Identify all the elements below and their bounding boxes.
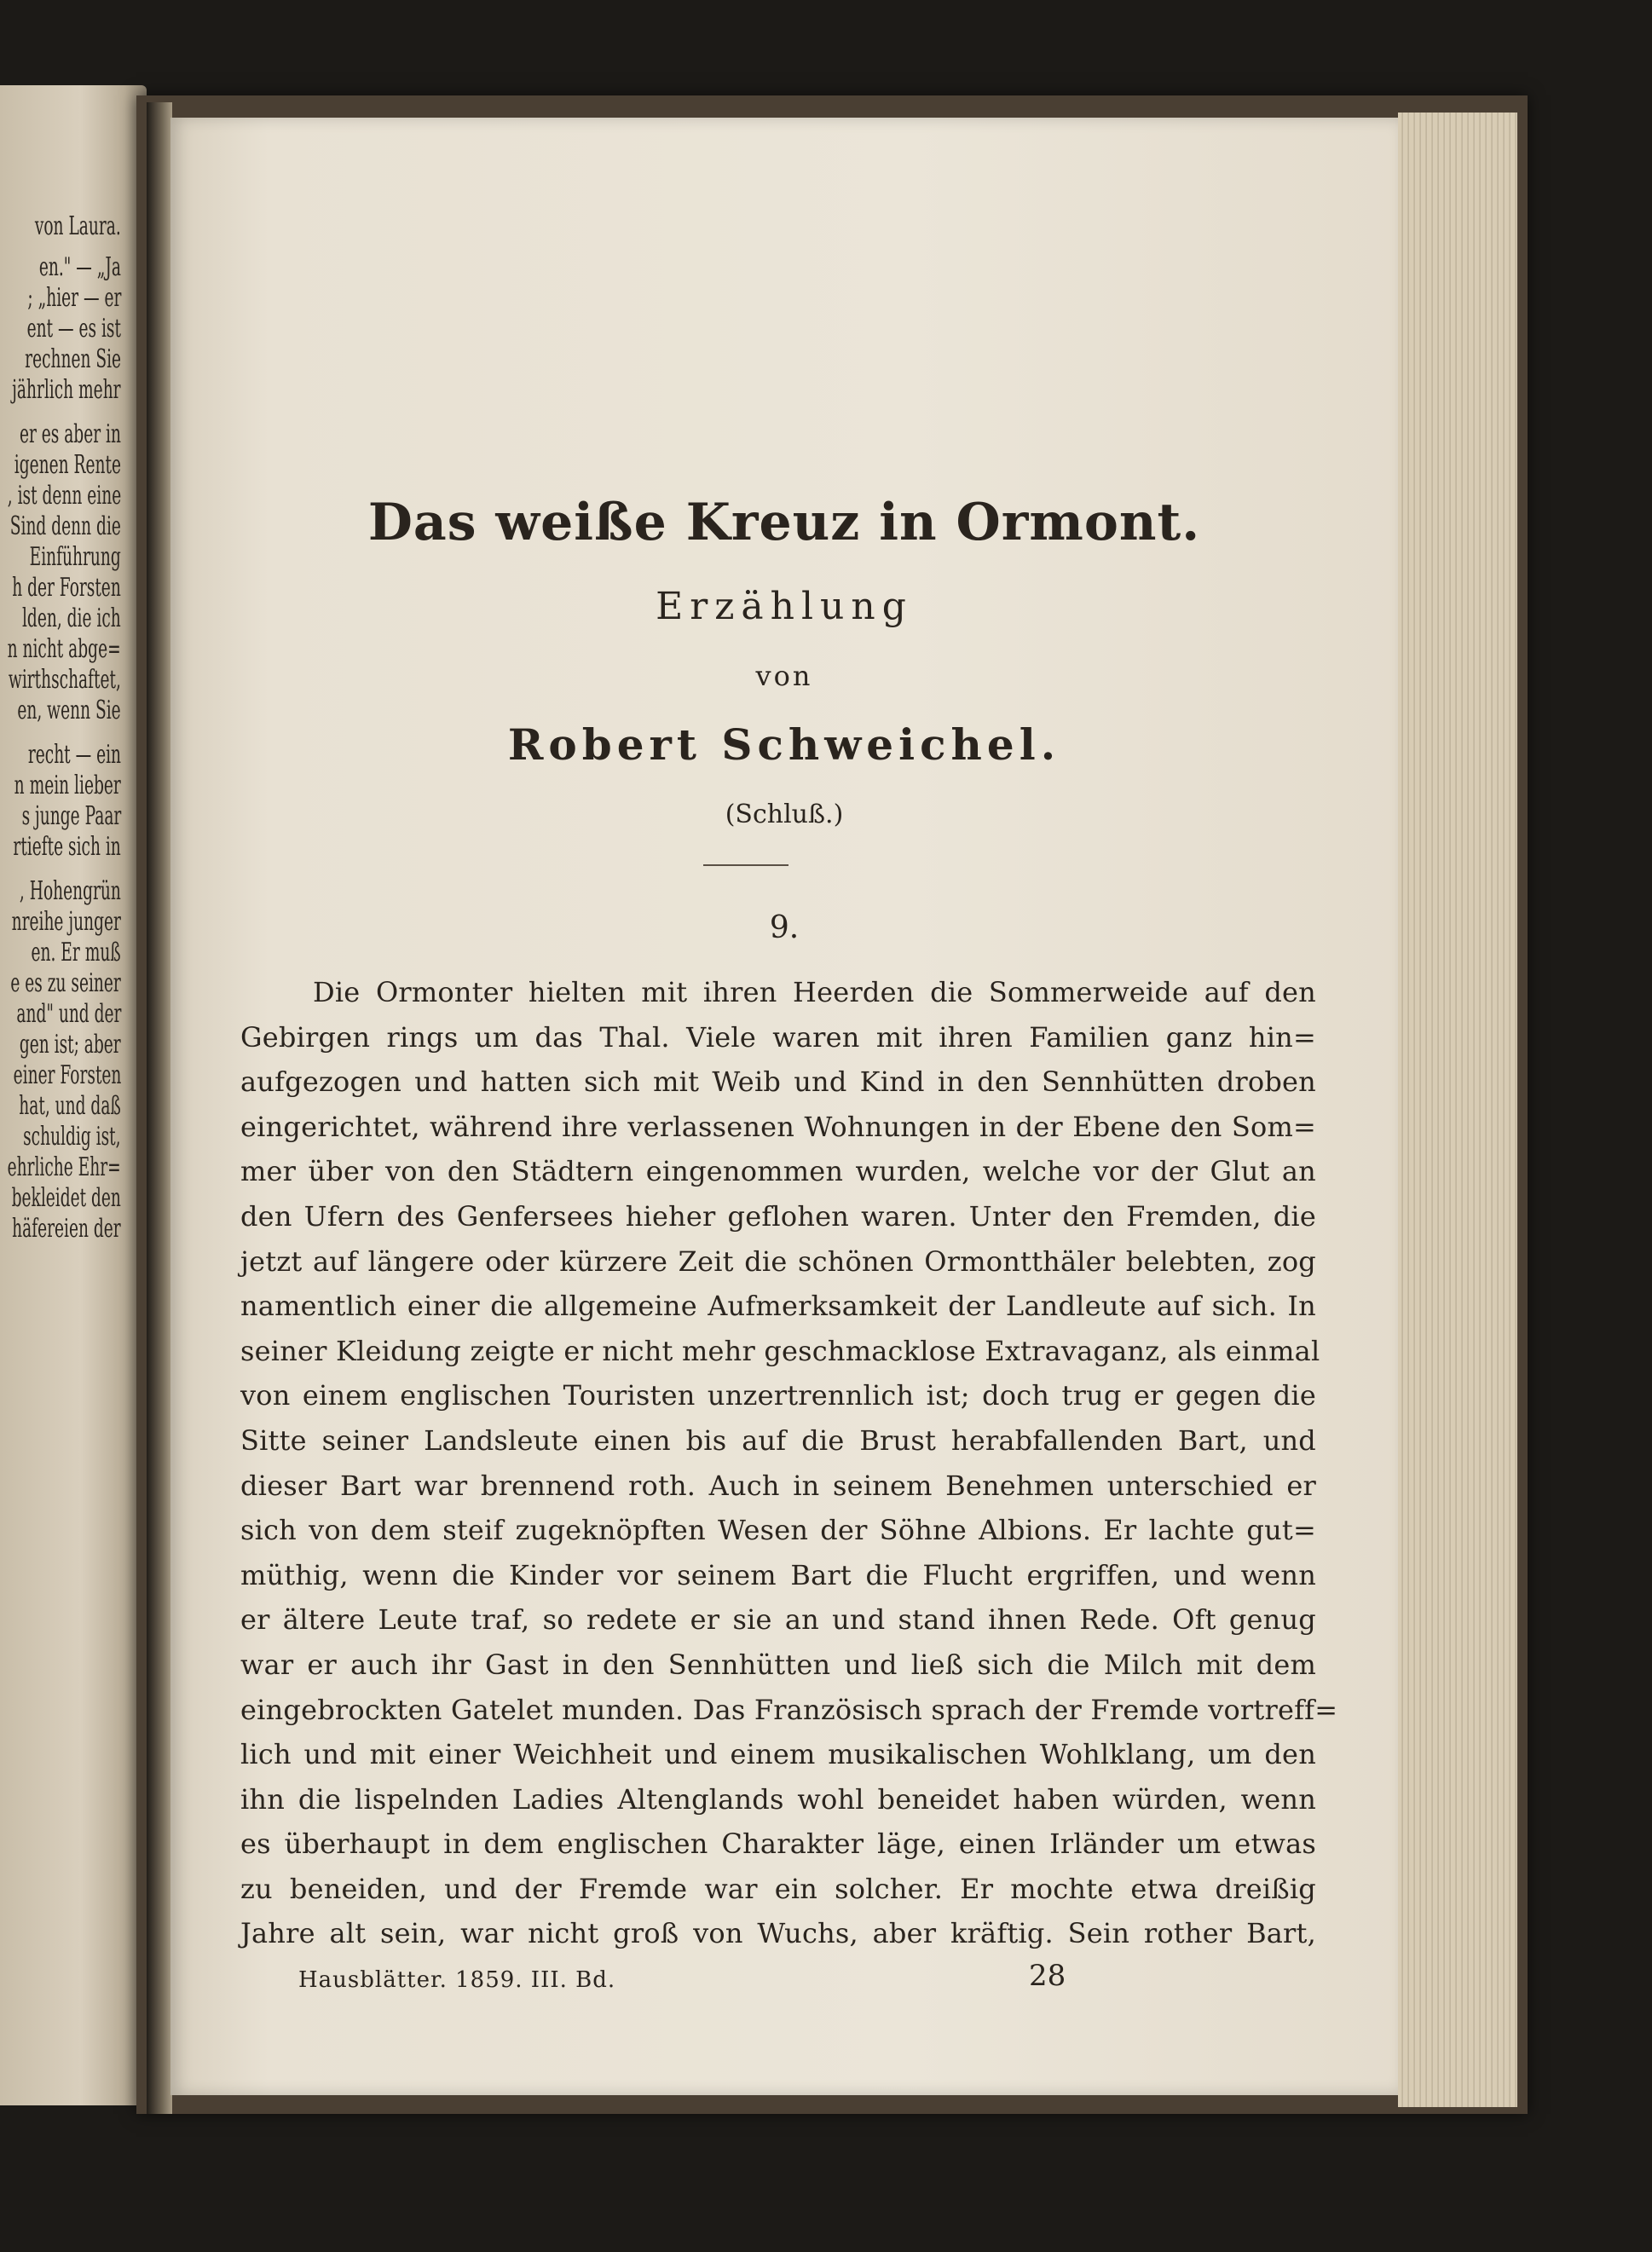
left-page-line: recht — ein (27, 740, 121, 770)
body-line: Jahre alt sein, war nicht groß von Wuchs, aber kräftig. Sein rother Bart, (240, 1917, 1316, 1950)
body-line: Gebirgen rings um das Thal. Viele waren mit ihren Familien ganz hin= (240, 1020, 1316, 1054)
body-line: Die Ormonter hielten mit ihren Heerden die Sommerweide auf den (313, 976, 1316, 1008)
left-page-line: , ist denn eine (7, 481, 121, 511)
left-page-line: and" und der (15, 999, 121, 1029)
body-line: eingebrockten Gatelet munden. Das Französisch sprach der Fremde vortreff= (240, 1693, 1338, 1726)
left-page-line: schuldig ist, (23, 1122, 121, 1152)
body-line: er ältere Leute traf, so redete er sie an und stand ihnen Rede. Oft genug (240, 1603, 1316, 1637)
left-page-line: von Laura. (35, 211, 121, 241)
left-page-line: rechnen Sie (25, 344, 121, 374)
chapter-number: 9. (769, 910, 800, 945)
left-page-line: wirthschaftet, (8, 665, 121, 695)
left-page-line: igenen Rente (14, 450, 121, 480)
body-line: den Ufern des Genfersees hieher geflohen waren. Unter den Fremden, die (240, 1199, 1316, 1233)
body-line: sich von dem steif zugeknöpften Wesen der Söhne Albions. Er lachte gut= (240, 1514, 1316, 1547)
left-page-line: n nicht abge= (7, 634, 121, 664)
body-line: eingerichtet, während ihre verlassenen Wohnungen in der Ebene den Som= (240, 1110, 1316, 1143)
page-edges (1398, 113, 1517, 2107)
left-page-line: bekleidet den (11, 1183, 121, 1213)
body-line: ihn die lispelnden Ladies Altenglands wohl beneidet haben würden, wenn (240, 1782, 1316, 1816)
left-page-line: jährlich mehr (12, 375, 121, 405)
left-page-line: nreihe junger (11, 907, 121, 937)
left-page (0, 85, 147, 2105)
body-line: namentlich einer die allgemeine Aufmerksamkeit der Landleute auf sich. In (240, 1290, 1316, 1323)
body-line: jetzt auf längere oder kürzere Zeit die schönen Ormontthäler belebten, zog (240, 1244, 1316, 1278)
left-page-line: gen ist; aber (20, 1030, 121, 1060)
body-line: war er auch ihr Gast in den Sennhütten und ließ sich die Milch mit dem (240, 1648, 1316, 1681)
left-page-line: ehrliche Ehr= (7, 1152, 121, 1182)
body-line: von einem englischen Touristen unzertrennlich ist; doch trug er gegen die (240, 1379, 1316, 1412)
left-page-line: Sind denn die (9, 511, 121, 541)
body-line: dieser Bart war brennend roth. Auch in seinem Benehmen unterschied er (240, 1469, 1316, 1502)
body-line: aufgezogen und hatten sich mit Weib und Kind in den Sennhütten droben (240, 1065, 1316, 1099)
book-gutter (147, 102, 172, 2114)
left-page-line: ; „hier — er (27, 283, 121, 313)
story-title: Das weiße Kreuz in Ormont. (367, 493, 1201, 552)
right-page (170, 118, 1398, 2095)
sequel-note: (Schluß.) (725, 800, 844, 829)
body-line: es überhaupt in dem englischen Charakter läge, einen Irländer um etwas (240, 1828, 1316, 1861)
signature-mark: 28 (1029, 1959, 1066, 1993)
left-page-line: häfereien der (12, 1214, 121, 1244)
left-page-line: hat, und daß (19, 1091, 121, 1121)
left-page-line: e es zu seiner (10, 968, 121, 998)
left-page-line: , Hohengrün (20, 876, 121, 906)
body-line: seiner Kleidung zeigte er nicht mehr geschmacklose Extravaganz, als einmal (240, 1334, 1320, 1367)
story-genre: Erzählung (656, 585, 913, 628)
body-line: Sitte seiner Landsleute einen bis auf die Brust herabfallenden Bart, und (240, 1423, 1316, 1457)
left-page-line: Einführung (29, 542, 121, 572)
left-page-line: ent — es ist (26, 314, 121, 344)
left-page-line: n mein lieber (14, 771, 121, 800)
left-page-line: lden, die ich (22, 603, 121, 633)
body-text (240, 970, 1338, 1956)
body-line: müthig, wenn die Kinder vor seinem Bart die Flucht ergriffen, und wenn (240, 1558, 1316, 1591)
left-page-line: en. Er muß (31, 938, 121, 967)
left-page-line: en, wenn Sie (17, 696, 121, 725)
author-name: Robert Schweichel. (507, 719, 1061, 770)
left-page-line: s junge Paar (21, 801, 121, 831)
left-page-line: einer Forsten (13, 1060, 121, 1090)
page-content (170, 118, 1398, 2095)
divider-rule (703, 864, 788, 866)
body-line: zu beneiden, und der Fremde war ein solcher. Er mochte etwa dreißig (240, 1872, 1316, 1905)
body-line: lich und mit einer Weichheit und einem musikalischen Wohlklang, um den (240, 1738, 1316, 1771)
body-line: mer über von den Städtern eingenommen wurden, welche vor der Glut an (240, 1155, 1316, 1188)
left-page-line: h der Forsten (12, 573, 121, 603)
left-page-line: er es aber in (19, 419, 121, 449)
journal-footer: Hausblätter. 1859. III. Bd. (298, 1967, 616, 1993)
left-page-line: rtiefte sich in (13, 832, 121, 862)
left-page-line: en." — „Ja (38, 252, 121, 282)
byline-von: von (755, 660, 813, 692)
